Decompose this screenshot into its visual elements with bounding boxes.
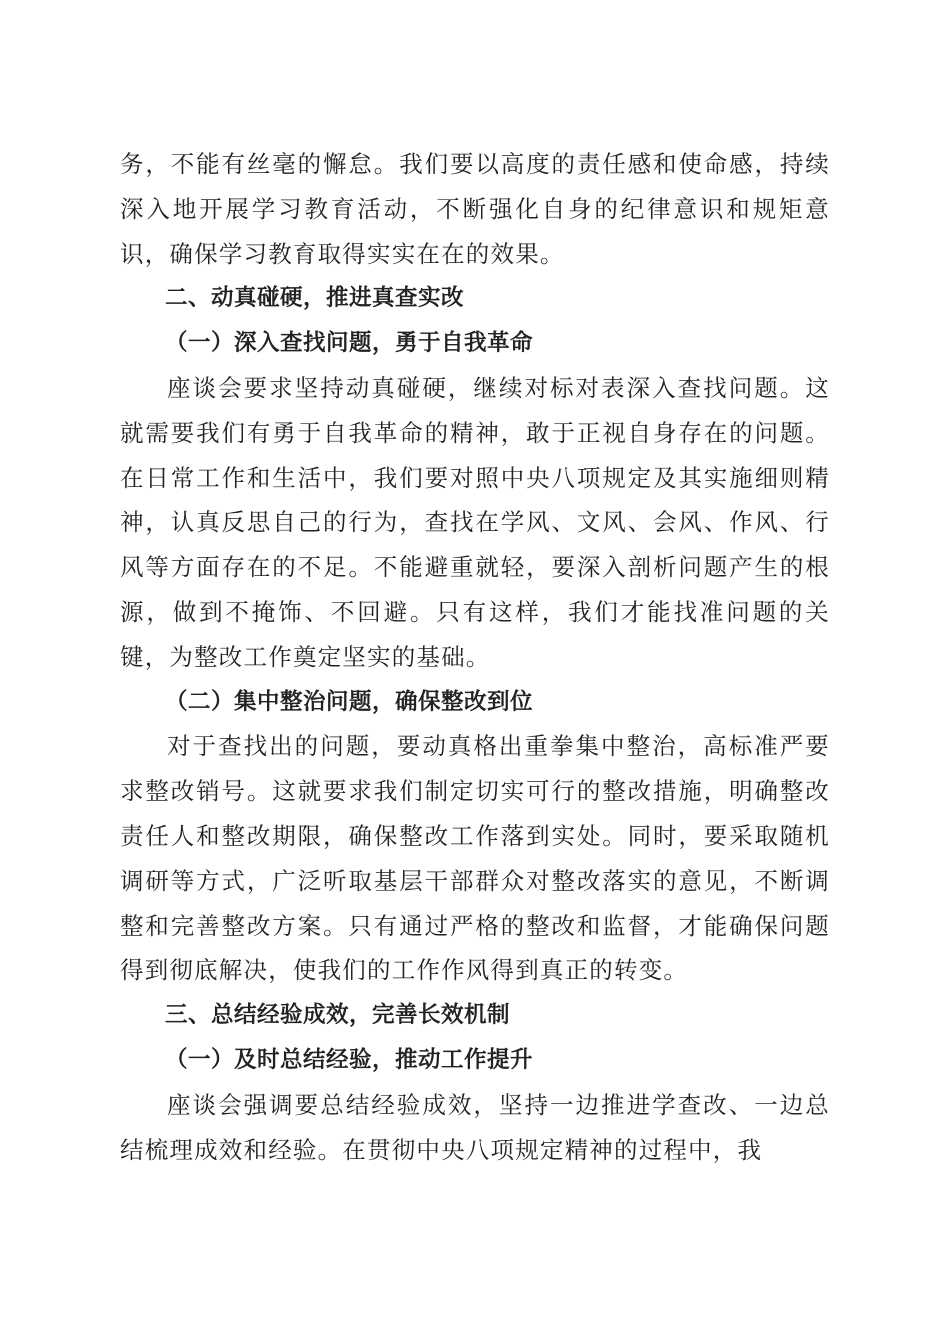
paragraph: 座谈会强调要总结经验成效，坚持一边推进学查改、一边总结梳理成效和经验。在贯彻中央八项规定精神的过程中，我 xyxy=(120,1090,830,1164)
paragraph: 对于查找出的问题，要动真格出重拳集中整治，高标准严要求整改销号。这就要求我们制定切实可行的整改措施，明确整改责任人和整改期限，确保整改工作落到实处。同时，要采取随机调研等方式，广泛听取基层干部群众对整改落实的意见，不断调整和完善整改方案。只有通过严格的整改和监督，才能确保问题得到彻底解决，使我们的工作作风得到真正的转变。 xyxy=(120,732,830,985)
section-heading-2: 二、动真碰硬，推进真查实改 xyxy=(165,285,465,312)
subsection-heading-2-2: （二）集中整治问题，确保整改到位 xyxy=(165,688,534,715)
paragraph-continued: 务，不能有丝毫的懈怠。我们要以高度的责任感和使命感，持续深入地开展学习教育活动，不断强化自身的纪律意识和规矩意识，确保学习教育取得实实在在的效果。 xyxy=(120,150,830,268)
document-page xyxy=(120,142,830,1172)
subsection-heading-2-1: （一）深入查找问题，勇于自我革命 xyxy=(165,330,534,357)
paragraph: 座谈会要求坚持动真碰硬，继续对标对表深入查找问题。这就需要我们有勇于自我革命的精神，敢于正视自身存在的问题。在日常工作和生活中，我们要对照中央八项规定及其实施细则精神，认真反思自己的行为，查找在学风、文风、会风、作风、行风等方面存在的不足。不能避重就轻，要深入剖析问题产生的根源，做到不掩饰、不回避。只有这样，我们才能找准问题的关键，为整改工作奠定坚实的基础。 xyxy=(120,373,830,671)
subsection-heading-3-1: （一）及时总结经验，推动工作提升 xyxy=(165,1046,534,1073)
section-heading-3: 三、总结经验成效，完善长效机制 xyxy=(165,1002,511,1029)
